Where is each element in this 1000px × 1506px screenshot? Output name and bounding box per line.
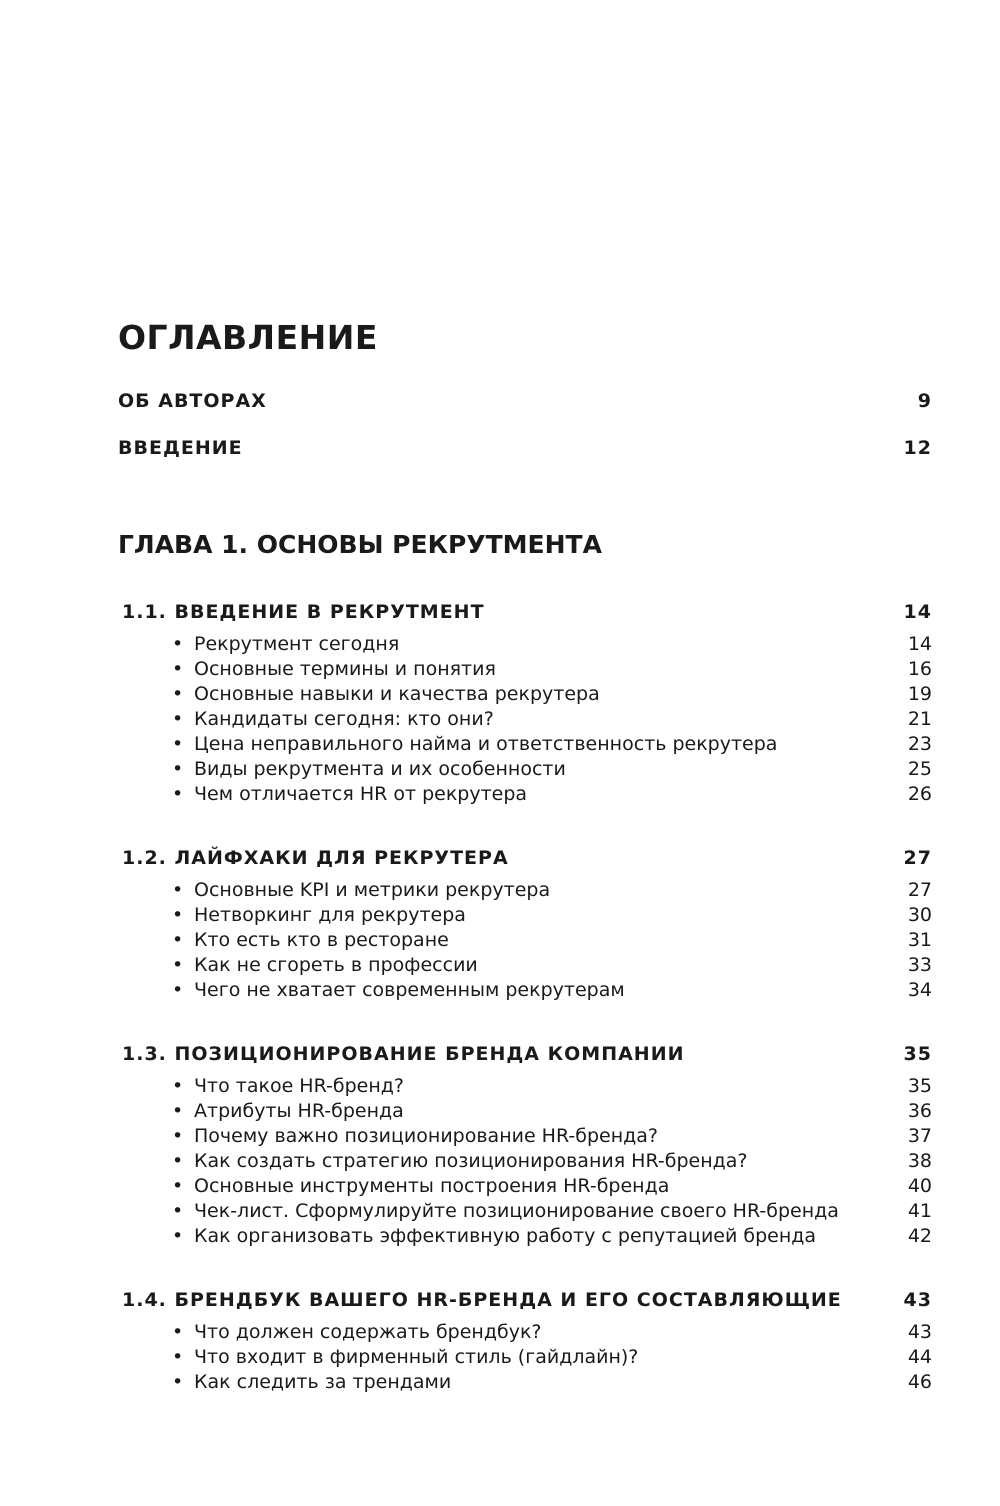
bullet-icon: • bbox=[172, 1150, 184, 1172]
toc-entry-label-wrap bbox=[172, 1345, 638, 1370]
toc-entry-label-wrap bbox=[172, 928, 449, 953]
toc-entry[interactable] bbox=[118, 978, 932, 1003]
toc-entry-page: 46 bbox=[907, 1371, 932, 1393]
front-matter-page: 9 bbox=[917, 390, 932, 412]
toc-entry[interactable] bbox=[118, 732, 932, 757]
bullet-icon: • bbox=[172, 1200, 184, 1222]
toc-entry-label-wrap bbox=[172, 682, 600, 707]
toc-entry-label: Виды рекрутмента и их особенности bbox=[194, 758, 566, 780]
toc-entry-page: 41 bbox=[907, 1200, 932, 1222]
toc-entry-page: 23 bbox=[907, 733, 932, 755]
section-heading-label: 1.4. БРЕНДБУК ВАШЕГО HR-БРЕНДА И ЕГО СОСТАВЛЯЮЩИЕ bbox=[122, 1289, 842, 1311]
toc-entry-label-wrap bbox=[172, 632, 399, 657]
bullet-icon: • bbox=[172, 1225, 184, 1247]
toc-entry[interactable] bbox=[118, 928, 932, 953]
toc-entry[interactable] bbox=[118, 682, 932, 707]
toc-entry[interactable] bbox=[118, 1224, 932, 1249]
toc-entry[interactable] bbox=[118, 1124, 932, 1149]
bullet-icon: • bbox=[172, 633, 184, 655]
section-heading[interactable] bbox=[118, 1287, 932, 1313]
toc-entry-page: 27 bbox=[907, 879, 932, 901]
toc-entry-label-wrap bbox=[172, 782, 527, 807]
toc-entry[interactable] bbox=[118, 1074, 932, 1099]
front-matter bbox=[118, 388, 932, 482]
section-heading-page: 35 bbox=[903, 1043, 932, 1065]
toc-entry-label: Основные термины и понятия bbox=[194, 658, 496, 680]
toc-entry[interactable] bbox=[118, 632, 932, 657]
toc-entry-label-wrap bbox=[172, 1099, 404, 1124]
toc-entry-page: 37 bbox=[907, 1125, 932, 1147]
bullet-icon: • bbox=[172, 1371, 184, 1393]
toc-entry-page: 31 bbox=[907, 929, 932, 951]
section-heading-label: 1.1. ВВЕДЕНИЕ В РЕКРУТМЕНТ bbox=[122, 601, 485, 623]
toc-entry-label: Чего не хватает современным рекрутерам bbox=[194, 979, 625, 1001]
section-heading[interactable] bbox=[118, 845, 932, 871]
toc-entry[interactable] bbox=[118, 1199, 932, 1224]
toc-entry-page: 16 bbox=[907, 658, 932, 680]
bullet-icon: • bbox=[172, 929, 184, 951]
chapter-sections bbox=[118, 599, 932, 1395]
toc-entry-label-wrap bbox=[172, 1124, 658, 1149]
toc-entry[interactable] bbox=[118, 1320, 932, 1345]
toc-section bbox=[118, 599, 932, 807]
toc-entry-label: Кандидаты сегодня: кто они? bbox=[194, 708, 494, 730]
toc-entry-label-wrap bbox=[172, 1199, 839, 1224]
chapter-title: ГЛАВА 1. ОСНОВЫ РЕКРУТМЕНТА bbox=[118, 530, 602, 559]
toc-entry-label: Рекрутмент сегодня bbox=[194, 633, 400, 655]
toc-entry-label: Атрибуты HR-бренда bbox=[194, 1100, 404, 1122]
toc-entry-label-wrap bbox=[172, 1174, 669, 1199]
bullet-icon: • bbox=[172, 733, 184, 755]
toc-entry[interactable] bbox=[118, 1099, 932, 1124]
toc-entry[interactable] bbox=[118, 782, 932, 807]
bullet-icon: • bbox=[172, 1125, 184, 1147]
toc-entry-page: 34 bbox=[907, 979, 932, 1001]
toc-entry-label-wrap bbox=[172, 953, 478, 978]
toc-entry-label: Как следить за трендами bbox=[194, 1371, 452, 1393]
toc-entry[interactable] bbox=[118, 1345, 932, 1370]
toc-section bbox=[118, 845, 932, 1003]
front-matter-label: ВВЕДЕНИЕ bbox=[118, 437, 243, 459]
toc-entry[interactable] bbox=[118, 1149, 932, 1174]
bullet-icon: • bbox=[172, 1175, 184, 1197]
toc-entry-page: 43 bbox=[907, 1321, 932, 1343]
toc-entry-label: Основные инструменты построения HR-бренда bbox=[194, 1175, 670, 1197]
toc-entry-label: Чем отличается HR от рекрутера bbox=[194, 783, 528, 805]
toc-entry-label: Как создать стратегию позиционирования HR-бренда? bbox=[194, 1150, 748, 1172]
toc-entry-label: Что такое HR-бренд? bbox=[194, 1075, 404, 1097]
section-heading[interactable] bbox=[118, 1041, 932, 1067]
toc-entry-label: Основные KPI и метрики рекрутера bbox=[194, 879, 551, 901]
bullet-icon: • bbox=[172, 979, 184, 1001]
toc-entry-page: 40 bbox=[907, 1175, 932, 1197]
bullet-icon: • bbox=[172, 1346, 184, 1368]
toc-entry-label-wrap bbox=[172, 757, 566, 782]
toc-entry-page: 30 bbox=[907, 904, 932, 926]
toc-entry-page: 42 bbox=[907, 1225, 932, 1247]
toc-entry-page: 36 bbox=[907, 1100, 932, 1122]
toc-entry-label-wrap bbox=[172, 903, 466, 928]
front-matter-page: 12 bbox=[903, 437, 932, 459]
toc-entry-page: 35 bbox=[907, 1075, 932, 1097]
toc-page bbox=[118, 318, 932, 1433]
toc-entry[interactable] bbox=[118, 707, 932, 732]
front-matter-row[interactable] bbox=[118, 388, 932, 435]
toc-entry-label-wrap bbox=[172, 1224, 816, 1249]
bullet-icon: • bbox=[172, 1100, 184, 1122]
toc-entry[interactable] bbox=[118, 1174, 932, 1199]
bullet-icon: • bbox=[172, 1075, 184, 1097]
toc-entry-label-wrap bbox=[172, 732, 777, 757]
toc-entry-label: Цена неправильного найма и ответственность рекрутера bbox=[194, 733, 778, 755]
toc-section bbox=[118, 1041, 932, 1249]
toc-entry-label-wrap bbox=[172, 1320, 542, 1345]
toc-entry[interactable] bbox=[118, 903, 932, 928]
toc-entry-label-wrap bbox=[172, 657, 496, 682]
toc-entry-page: 44 bbox=[907, 1346, 932, 1368]
toc-entry-label: Что должен содержать брендбук? bbox=[194, 1321, 542, 1343]
toc-entry-label: Чек-лист. Сформулируйте позиционирование своего HR-бренда bbox=[194, 1200, 839, 1222]
bullet-icon: • bbox=[172, 954, 184, 976]
toc-entry-page: 19 bbox=[907, 683, 932, 705]
toc-entry-label: Основные навыки и качества рекрутера bbox=[194, 683, 600, 705]
toc-entry-label: Кто есть кто в ресторане bbox=[194, 929, 449, 951]
front-matter-row[interactable] bbox=[118, 435, 932, 482]
toc-entry[interactable] bbox=[118, 657, 932, 682]
section-heading[interactable] bbox=[118, 599, 932, 625]
section-heading-page: 14 bbox=[903, 601, 932, 623]
section-heading-label: 1.3. ПОЗИЦИОНИРОВАНИЕ БРЕНДА КОМПАНИИ bbox=[122, 1043, 685, 1065]
toc-entry-label-wrap bbox=[172, 978, 625, 1003]
bullet-icon: • bbox=[172, 879, 184, 901]
toc-entry-page: 25 bbox=[907, 758, 932, 780]
toc-entry-label: Почему важно позиционирование HR-бренда? bbox=[194, 1125, 659, 1147]
bullet-icon: • bbox=[172, 904, 184, 926]
toc-entry-label-wrap bbox=[172, 1074, 404, 1099]
front-matter-label: ОБ АВТОРАХ bbox=[118, 390, 267, 412]
bullet-icon: • bbox=[172, 783, 184, 805]
toc-entry-label-wrap bbox=[172, 878, 550, 903]
toc-title: ОГЛАВЛЕНИЕ bbox=[118, 318, 378, 357]
toc-section bbox=[118, 1287, 932, 1395]
toc-entry-page: 38 bbox=[907, 1150, 932, 1172]
toc-entry-label: Что входит в фирменный стиль (гайдлайн)? bbox=[194, 1346, 639, 1368]
toc-entry-page: 21 bbox=[907, 708, 932, 730]
section-heading-label: 1.2. ЛАЙФХАКИ ДЛЯ РЕКРУТЕРА bbox=[122, 847, 509, 869]
section-heading-page: 27 bbox=[903, 847, 932, 869]
bullet-icon: • bbox=[172, 708, 184, 730]
bullet-icon: • bbox=[172, 683, 184, 705]
toc-entry-page: 26 bbox=[907, 783, 932, 805]
toc-entry[interactable] bbox=[118, 1370, 932, 1395]
toc-entry-label: Как организовать эффективную работу с репутацией бренда bbox=[194, 1225, 817, 1247]
toc-entry[interactable] bbox=[118, 757, 932, 782]
toc-entry[interactable] bbox=[118, 878, 932, 903]
toc-entry[interactable] bbox=[118, 953, 932, 978]
section-heading-page: 43 bbox=[903, 1289, 932, 1311]
bullet-icon: • bbox=[172, 658, 184, 680]
bullet-icon: • bbox=[172, 1321, 184, 1343]
toc-entry-label: Нетворкинг для рекрутера bbox=[194, 904, 466, 926]
toc-entry-label: Как не сгореть в профессии bbox=[194, 954, 478, 976]
toc-entry-label-wrap bbox=[172, 707, 494, 732]
toc-entry-label-wrap bbox=[172, 1149, 748, 1174]
bullet-icon: • bbox=[172, 758, 184, 780]
toc-entry-label-wrap bbox=[172, 1370, 451, 1395]
toc-entry-page: 14 bbox=[907, 633, 932, 655]
toc-entry-page: 33 bbox=[907, 954, 932, 976]
